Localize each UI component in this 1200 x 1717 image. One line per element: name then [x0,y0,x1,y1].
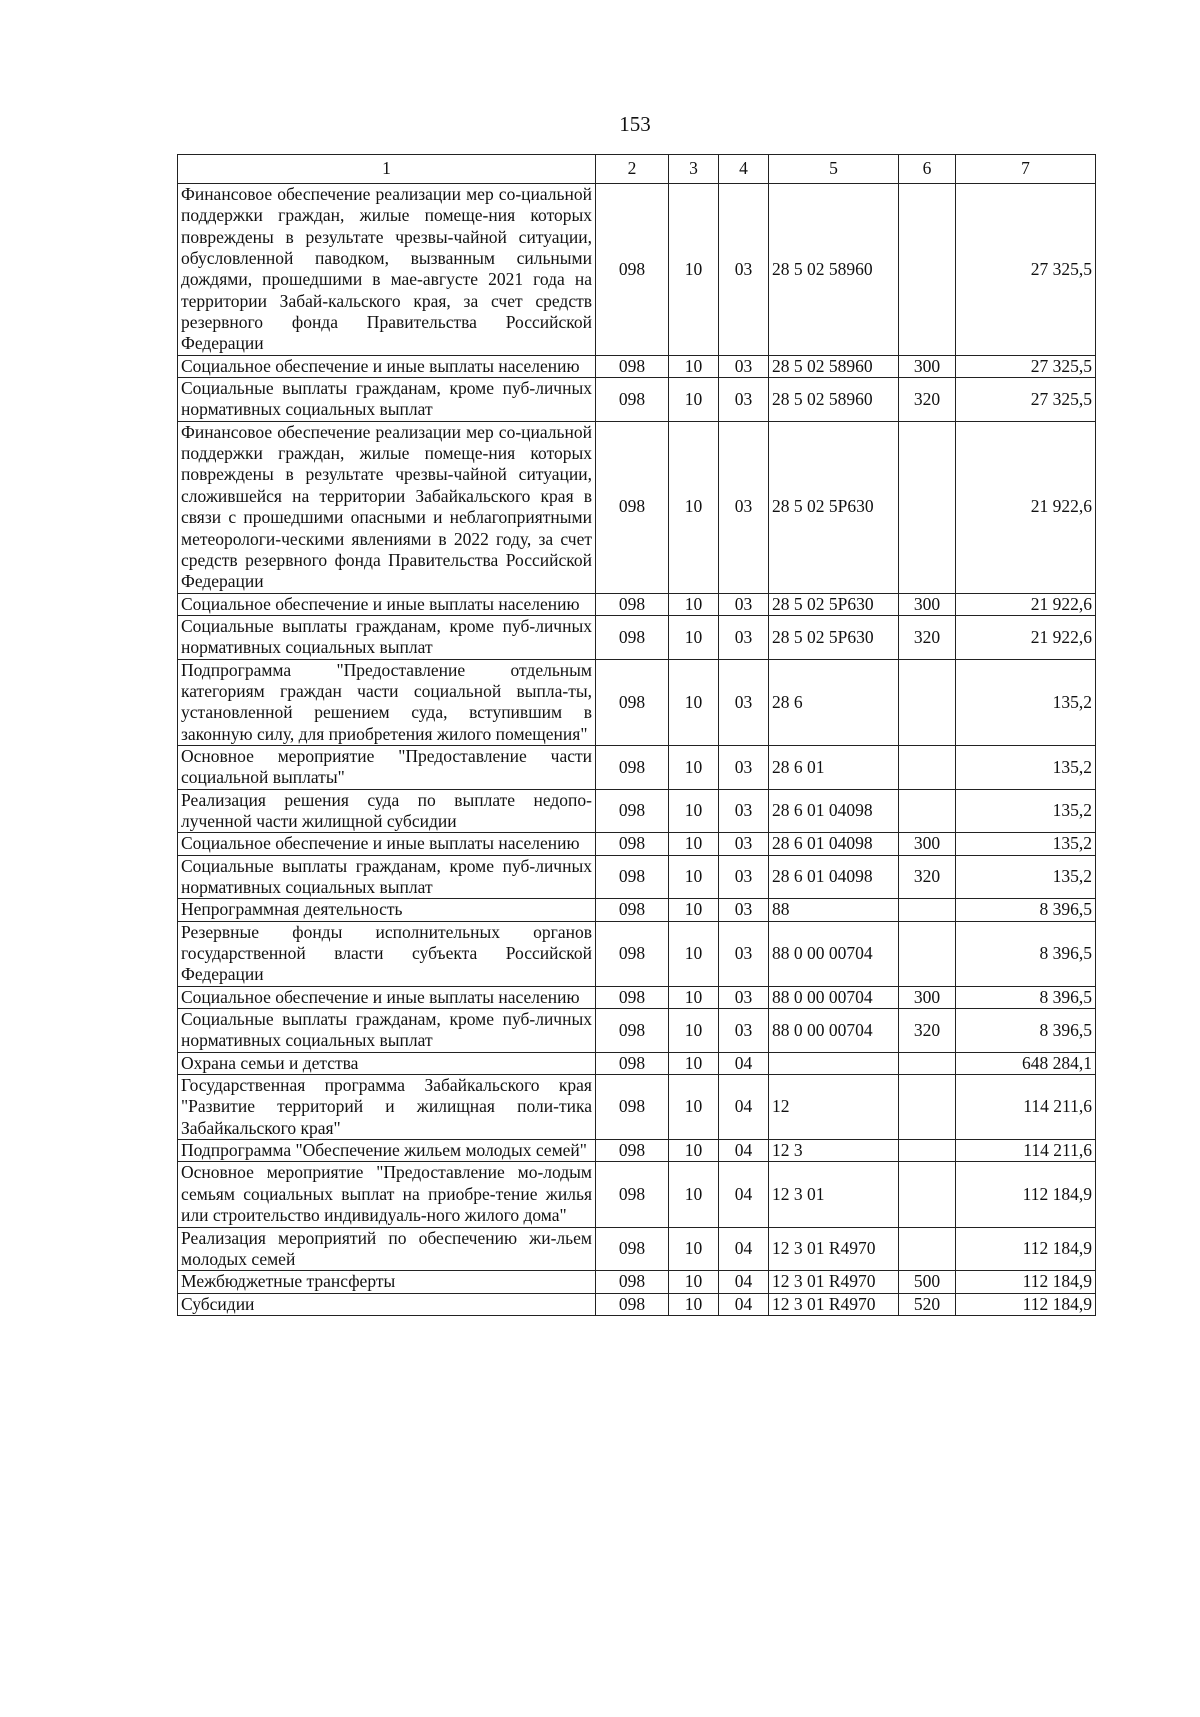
cell-subsection: 04 [719,1140,769,1162]
cell-admin-code: 098 [596,789,669,833]
cell-subsection: 04 [719,1052,769,1074]
cell-expense-type: 320 [899,1009,956,1053]
cell-expense-type [899,789,956,833]
cell-subsection: 03 [719,921,769,986]
cell-section: 10 [669,921,719,986]
cell-target-article: 28 5 02 58960 [769,184,899,356]
cell-target-article: 28 5 02 5P630 [769,593,899,615]
cell-target-article: 28 5 02 58960 [769,355,899,377]
cell-section: 10 [669,1075,719,1140]
cell-admin-code: 098 [596,745,669,789]
cell-target-article: 88 0 00 00704 [769,921,899,986]
page-number: 153 [619,112,651,136]
cell-subsection: 03 [719,789,769,833]
row-title: Социальные выплаты гражданам, кроме пуб-личных нормативных социальных выплат [178,615,596,659]
table-row [178,421,1096,593]
cell-target-article: 88 0 00 00704 [769,986,899,1008]
cell-amount: 8 396,5 [956,921,1096,986]
cell-amount: 135,2 [956,833,1096,855]
cell-subsection: 03 [719,855,769,899]
row-title: Социальное обеспечение и иные выплаты населению [178,593,596,615]
row-title: Социальное обеспечение и иные выплаты населению [178,986,596,1008]
cell-section: 10 [669,378,719,422]
cell-subsection: 03 [719,745,769,789]
cell-subsection: 04 [719,1271,769,1293]
table-row [178,1140,1096,1162]
cell-section: 10 [669,1293,719,1315]
cell-admin-code: 098 [596,833,669,855]
cell-target-article: 88 0 00 00704 [769,1009,899,1053]
cell-expense-type [899,1162,956,1227]
cell-admin-code: 098 [596,1075,669,1140]
table-row [178,593,1096,615]
cell-section: 10 [669,615,719,659]
cell-amount: 648 284,1 [956,1052,1096,1074]
cell-target-article: 28 6 01 04098 [769,833,899,855]
cell-section: 10 [669,789,719,833]
table-body [178,184,1096,1316]
cell-amount: 112 184,9 [956,1227,1096,1271]
cell-subsection: 03 [719,378,769,422]
cell-subsection: 03 [719,421,769,593]
cell-expense-type [899,921,956,986]
row-title: Финансовое обеспечение реализации мер со-циальной поддержки граждан, жилые помеще-ния которых повреждены в результате чрезвы-чайной ситуации, обусловленной паводком, вызванным сильными дождями, прошедшими в мае-августе 2021 года на территории Забай-кальского края, за счет средств резервного фонда Правительства Российской Федерации [178,184,596,356]
table-row [178,1227,1096,1271]
cell-subsection: 03 [719,184,769,356]
cell-subsection: 03 [719,986,769,1008]
table-row [178,184,1096,356]
cell-section: 10 [669,833,719,855]
cell-amount: 8 396,5 [956,899,1096,921]
cell-admin-code: 098 [596,355,669,377]
cell-expense-type: 320 [899,615,956,659]
cell-expense-type [899,184,956,356]
row-title: Социальные выплаты гражданам, кроме пуб-личных нормативных социальных выплат [178,1009,596,1053]
cell-admin-code: 098 [596,1293,669,1315]
cell-section: 10 [669,593,719,615]
cell-subsection: 03 [719,899,769,921]
cell-subsection: 03 [719,833,769,855]
row-title: Основное мероприятие "Предоставление части социальной выплаты" [178,745,596,789]
table-row [178,615,1096,659]
cell-target-article: 12 3 01 R4970 [769,1271,899,1293]
row-title: Реализация решения суда по выплате недопо-лученной части жилищной субсидии [178,789,596,833]
cell-amount: 27 325,5 [956,184,1096,356]
cell-amount: 135,2 [956,659,1096,745]
table-row [178,378,1096,422]
cell-section: 10 [669,184,719,356]
row-title: Реализация мероприятий по обеспечению жи-льем молодых семей [178,1227,596,1271]
cell-amount: 21 922,6 [956,421,1096,593]
row-title: Социальные выплаты гражданам, кроме пуб-личных нормативных социальных выплат [178,855,596,899]
cell-amount: 112 184,9 [956,1271,1096,1293]
cell-expense-type: 320 [899,378,956,422]
row-title: Социальное обеспечение и иные выплаты населению [178,833,596,855]
cell-expense-type [899,1140,956,1162]
cell-admin-code: 098 [596,899,669,921]
cell-subsection: 04 [719,1293,769,1315]
table-row [178,1271,1096,1293]
cell-target-article: 28 6 01 [769,745,899,789]
row-title: Непрограммная деятельность [178,899,596,921]
cell-admin-code: 098 [596,1009,669,1053]
cell-subsection: 04 [719,1227,769,1271]
table-row [178,355,1096,377]
cell-section: 10 [669,899,719,921]
cell-expense-type: 300 [899,355,956,377]
cell-amount: 8 396,5 [956,986,1096,1008]
cell-subsection: 04 [719,1162,769,1227]
table-row [178,745,1096,789]
cell-expense-type [899,421,956,593]
table-row [178,789,1096,833]
cell-amount: 112 184,9 [956,1293,1096,1315]
cell-subsection: 03 [719,659,769,745]
header-row [178,155,1096,184]
column-header: 5 [769,155,899,184]
column-header: 7 [956,155,1096,184]
cell-target-article: 88 [769,899,899,921]
cell-section: 10 [669,659,719,745]
table-row [178,1052,1096,1074]
cell-target-article [769,1052,899,1074]
table-row [178,899,1096,921]
cell-admin-code: 098 [596,921,669,986]
cell-subsection: 03 [719,593,769,615]
cell-admin-code: 098 [596,593,669,615]
cell-target-article: 12 3 [769,1140,899,1162]
row-title: Финансовое обеспечение реализации мер со-циальной поддержки граждан, жилые помеще-ния которых повреждены в результате чрезвы-чайной ситуации, сложившейся на территории Забайкальского края в связи с прошедшими опасными и неблагоприятными метеорологи-ческими явлениями в 2022 году, за счет средств резервного фонда Правительства Российской Федерации [178,421,596,593]
cell-admin-code: 098 [596,855,669,899]
cell-amount: 135,2 [956,789,1096,833]
cell-expense-type: 500 [899,1271,956,1293]
table-row [178,921,1096,986]
cell-amount: 8 396,5 [956,1009,1096,1053]
cell-amount: 21 922,6 [956,593,1096,615]
cell-target-article: 28 6 01 04098 [769,789,899,833]
cell-section: 10 [669,355,719,377]
cell-expense-type [899,659,956,745]
budget-table [177,154,1096,1316]
cell-expense-type [899,1052,956,1074]
table-row [178,833,1096,855]
cell-expense-type [899,1227,956,1271]
cell-target-article: 12 3 01 R4970 [769,1227,899,1271]
column-header: 4 [719,155,769,184]
column-header: 3 [669,155,719,184]
column-header: 6 [899,155,956,184]
cell-expense-type: 320 [899,855,956,899]
cell-amount: 114 211,6 [956,1075,1096,1140]
cell-amount: 114 211,6 [956,1140,1096,1162]
cell-target-article: 28 6 01 04098 [769,855,899,899]
cell-expense-type: 520 [899,1293,956,1315]
column-header: 2 [596,155,669,184]
cell-section: 10 [669,421,719,593]
cell-expense-type: 300 [899,833,956,855]
row-title: Субсидии [178,1293,596,1315]
cell-section: 10 [669,1271,719,1293]
cell-target-article: 28 5 02 58960 [769,378,899,422]
cell-target-article: 12 [769,1075,899,1140]
cell-admin-code: 098 [596,615,669,659]
table-row [178,1162,1096,1227]
row-title: Государственная программа Забайкальского края "Развитие территорий и жилищная поли-тика Забайкальского края" [178,1075,596,1140]
cell-amount: 21 922,6 [956,615,1096,659]
cell-amount: 112 184,9 [956,1162,1096,1227]
cell-amount: 135,2 [956,745,1096,789]
table-row [178,855,1096,899]
cell-target-article: 28 5 02 5P630 [769,421,899,593]
cell-admin-code: 098 [596,1052,669,1074]
cell-admin-code: 098 [596,1271,669,1293]
table-row [178,1075,1096,1140]
cell-admin-code: 098 [596,184,669,356]
cell-target-article: 28 5 02 5P630 [769,615,899,659]
cell-amount: 27 325,5 [956,378,1096,422]
cell-admin-code: 098 [596,1162,669,1227]
table-row [178,1009,1096,1053]
cell-admin-code: 098 [596,378,669,422]
cell-target-article: 12 3 01 R4970 [769,1293,899,1315]
cell-admin-code: 098 [596,421,669,593]
cell-admin-code: 098 [596,1140,669,1162]
row-title: Подпрограмма "Предоставление отдельным категориям граждан части социальной выпла-ты, установленной решением суда, вступившим в законную силу, для приобретения жилого помещения" [178,659,596,745]
cell-section: 10 [669,855,719,899]
cell-section: 10 [669,1227,719,1271]
row-title: Основное мероприятие "Предоставление мо-лодым семьям социальных выплат на приобре-тение жилья или строительство индивидуаль-ного жилого дома" [178,1162,596,1227]
cell-expense-type [899,1075,956,1140]
table-row [178,986,1096,1008]
cell-section: 10 [669,1052,719,1074]
cell-amount: 135,2 [956,855,1096,899]
row-title: Подпрограмма "Обеспечение жильем молодых семей" [178,1140,596,1162]
cell-expense-type [899,899,956,921]
row-title: Резервные фонды исполнительных органов государственной власти субъекта Российской Федерации [178,921,596,986]
cell-subsection: 03 [719,1009,769,1053]
row-title: Социальные выплаты гражданам, кроме пуб-личных нормативных социальных выплат [178,378,596,422]
cell-expense-type [899,745,956,789]
cell-admin-code: 098 [596,1227,669,1271]
cell-section: 10 [669,1140,719,1162]
cell-subsection: 03 [719,615,769,659]
cell-section: 10 [669,986,719,1008]
table-row [178,1293,1096,1315]
table-row [178,659,1096,745]
cell-subsection: 03 [719,355,769,377]
row-title: Социальное обеспечение и иные выплаты населению [178,355,596,377]
column-header: 1 [178,155,596,184]
row-title: Межбюджетные трансферты [178,1271,596,1293]
cell-admin-code: 098 [596,986,669,1008]
cell-section: 10 [669,745,719,789]
cell-admin-code: 098 [596,659,669,745]
row-title: Охрана семьи и детства [178,1052,596,1074]
cell-target-article: 28 6 [769,659,899,745]
cell-expense-type: 300 [899,986,956,1008]
cell-section: 10 [669,1162,719,1227]
cell-expense-type: 300 [899,593,956,615]
cell-target-article: 12 3 01 [769,1162,899,1227]
cell-subsection: 04 [719,1075,769,1140]
cell-amount: 27 325,5 [956,355,1096,377]
cell-section: 10 [669,1009,719,1053]
